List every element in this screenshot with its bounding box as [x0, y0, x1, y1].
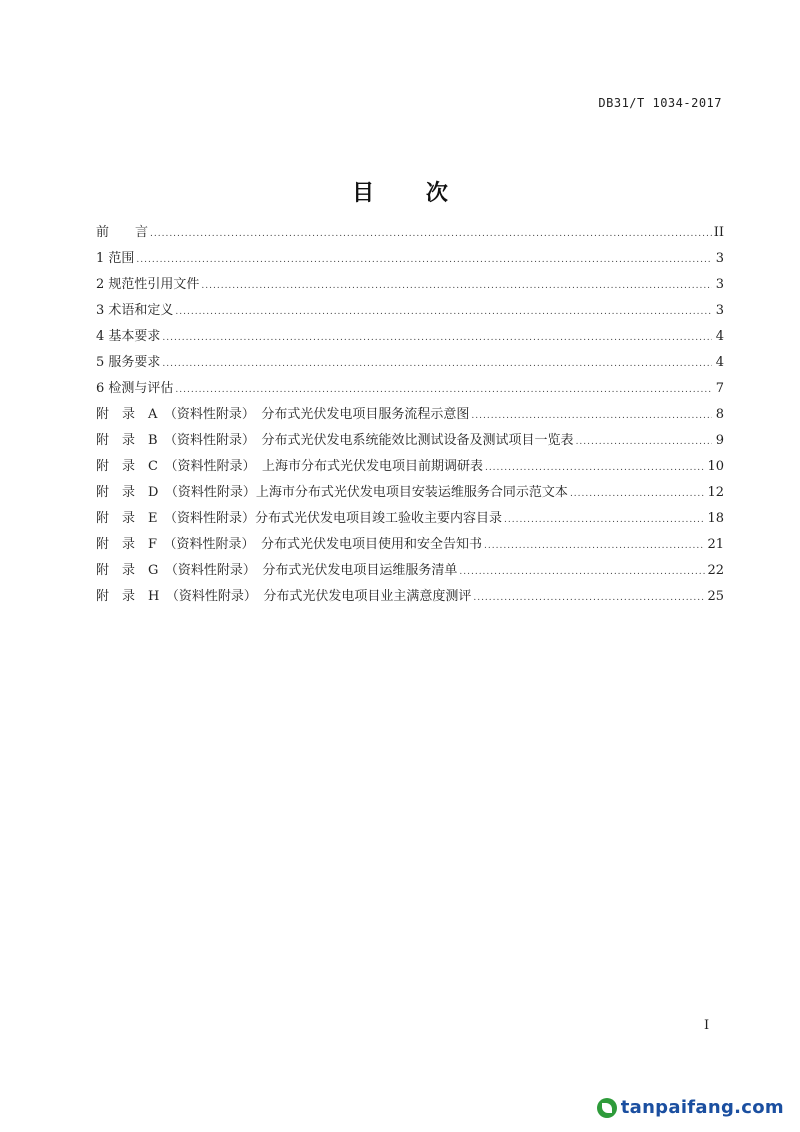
toc-entry-label: 附 录 F （资料性附录） 分布式光伏发电项目使用和安全告知书: [96, 537, 483, 552]
toc-leader-dots: [570, 481, 706, 507]
toc-entry-appendix-d[interactable]: [96, 480, 724, 506]
watermark-text: tanpaifang.com: [620, 1097, 784, 1118]
toc-leader-dots: [484, 533, 705, 559]
toc-entry-label: 附 录 D （资料性附录）上海市分布式光伏发电项目安装运维服务合同示范文本: [96, 485, 568, 500]
toc-leader-dots: [162, 351, 712, 377]
toc-entry-page: 9: [715, 433, 724, 448]
toc-entry-label: 4 基本要求: [96, 329, 161, 344]
toc-entry-scope[interactable]: [96, 246, 724, 272]
toc-entry-normative-references[interactable]: [96, 272, 724, 298]
toc-entry-page: 3: [715, 277, 724, 292]
page-number: I: [704, 1018, 710, 1033]
toc-entry-page: 25: [707, 589, 724, 604]
toc-leader-dots: [576, 429, 712, 455]
toc-entry-label: 5 服务要求: [96, 355, 161, 370]
toc-entry-service-requirements[interactable]: [96, 350, 724, 376]
toc-entry-page: 21: [707, 537, 724, 552]
toc-entry-appendix-g[interactable]: [96, 558, 724, 584]
toc-entry-label: 2 规范性引用文件: [96, 277, 200, 292]
toc-entry-page: 4: [715, 329, 724, 344]
toc-entry-appendix-a[interactable]: [96, 402, 724, 428]
toc-entry-label: 附 录 E （资料性附录）分布式光伏发电项目竣工验收主要内容目录: [96, 511, 502, 526]
document-code: DB31/T 1034-2017: [598, 96, 722, 110]
page-title: 目 次: [352, 181, 470, 206]
toc-leader-dots: [504, 507, 705, 533]
toc-entry-label: 附 录 H （资料性附录） 分布式光伏发电项目业主满意度测评: [96, 589, 472, 604]
toc-entry-appendix-h[interactable]: [96, 584, 724, 610]
toc-leader-dots: [459, 559, 705, 585]
toc-entry-page: 8: [715, 407, 724, 422]
toc-entry-page: II: [713, 225, 724, 240]
toc-leader-dots: [473, 585, 705, 611]
toc-entry-label: 附 录 A （资料性附录） 分布式光伏发电项目服务流程示意图: [96, 407, 470, 422]
toc-entry-foreword[interactable]: [96, 220, 724, 246]
toc-entry-page: 3: [715, 303, 724, 318]
toc-entry-label: 3 术语和定义: [96, 303, 174, 318]
toc-leader-dots: [471, 403, 712, 429]
toc-entry-page: 18: [707, 511, 724, 526]
toc-entry-page: 12: [707, 485, 724, 500]
toc-leader-dots: [201, 273, 712, 299]
toc-entry-page: 3: [715, 251, 724, 266]
toc-entry-appendix-f[interactable]: [96, 532, 724, 558]
watermark: [597, 1097, 784, 1118]
leaf-logo-icon: [597, 1098, 617, 1118]
toc-leader-dots: [150, 221, 712, 247]
toc-entry-testing-evaluation[interactable]: [96, 376, 724, 402]
toc-entry-label: 附 录 G （资料性附录） 分布式光伏发电项目运维服务清单: [96, 563, 458, 578]
toc-entry-label: 6 检测与评估: [96, 381, 174, 396]
toc-entry-page: 7: [715, 381, 724, 396]
toc-entry-appendix-c[interactable]: [96, 454, 724, 480]
toc-leader-dots: [175, 299, 712, 325]
toc-entry-label: 1 范围: [96, 251, 135, 266]
toc-entry-page: 4: [715, 355, 724, 370]
toc-leader-dots: [162, 325, 712, 351]
toc-leader-dots: [136, 247, 712, 273]
toc-entry-page: 10: [707, 459, 724, 474]
toc-entry-appendix-e[interactable]: [96, 506, 724, 532]
toc-entry-page: 22: [707, 563, 724, 578]
toc-entry-label: 附 录 C （资料性附录） 上海市分布式光伏发电项目前期调研表: [96, 459, 483, 474]
toc-entry-label: 前 言: [96, 225, 149, 240]
toc-entry-label: 附 录 B （资料性附录） 分布式光伏发电系统能效比测试设备及测试项目一览表: [96, 433, 574, 448]
toc-entry-basic-requirements[interactable]: [96, 324, 724, 350]
table-of-contents: [96, 220, 724, 610]
toc-leader-dots: [175, 377, 712, 403]
toc-entry-appendix-b[interactable]: [96, 428, 724, 454]
toc-leader-dots: [485, 455, 706, 481]
toc-entry-terms[interactable]: [96, 298, 724, 324]
